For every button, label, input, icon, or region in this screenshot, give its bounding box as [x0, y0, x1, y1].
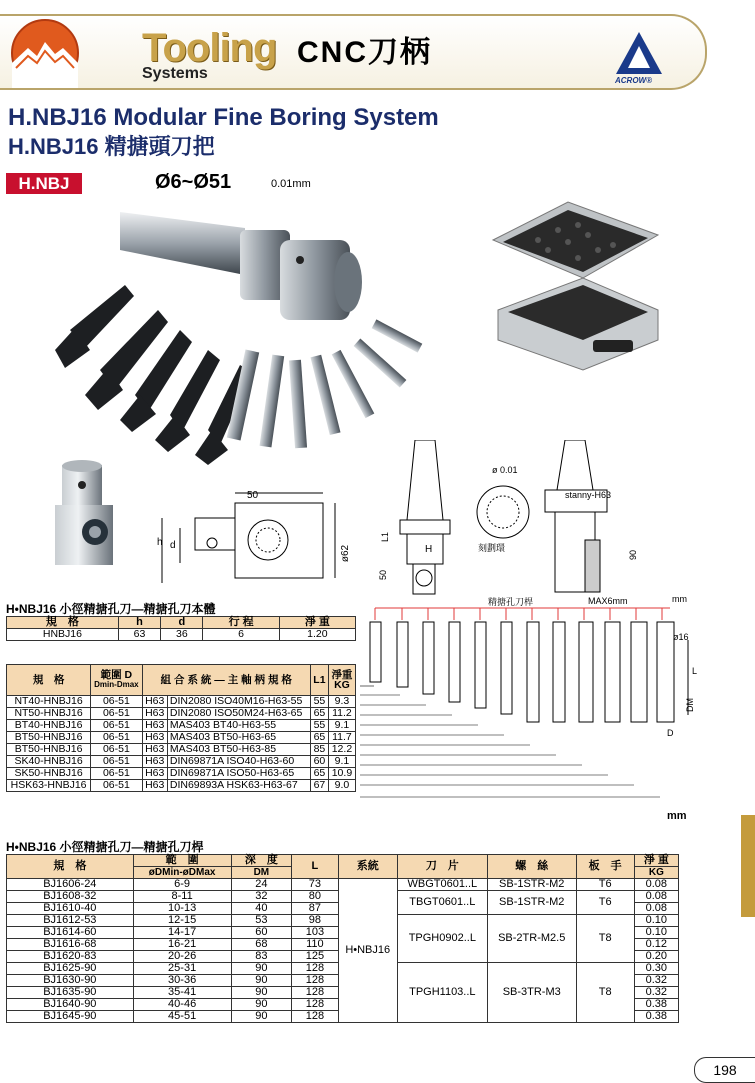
cell: 0.08 [634, 903, 678, 915]
cell: BJ1612-53 [7, 915, 134, 927]
cell: 0.30 [634, 963, 678, 975]
group-screw-cell: SB-3TR-M3 [487, 963, 576, 1023]
stanny-label: stanny-H63 [565, 490, 612, 500]
cell: 06-51 [91, 720, 142, 732]
side-tab [741, 815, 755, 917]
cell: MAS403 BT50-H63-85 [167, 744, 310, 756]
cell: 128 [292, 963, 338, 975]
group-wrench-cell: T6 [576, 891, 634, 915]
cell: BJ1640-90 [7, 999, 134, 1011]
header-cell: 板 手 [576, 855, 634, 879]
cell: 67 [310, 780, 328, 792]
dim-90: 90 [628, 549, 639, 561]
cell: 98 [292, 915, 338, 927]
header-cell: 範 圍 [133, 855, 231, 867]
tool-case-photo [488, 200, 668, 375]
table-row [7, 744, 356, 756]
series-tag: H.NBJ [6, 173, 82, 194]
cell: 128 [292, 999, 338, 1011]
acrow-logo [614, 30, 664, 76]
table-header-row [7, 665, 356, 696]
cell: 20-26 [133, 951, 231, 963]
assembly-drawing [385, 440, 645, 600]
cell: 32 [231, 891, 292, 903]
cell: 06-51 [91, 732, 142, 744]
cell: 9.1 [328, 756, 355, 768]
group-screw-cell: SB-1STR-M2 [487, 879, 576, 891]
table-header-row [7, 855, 679, 867]
shank-combination-table [6, 664, 356, 792]
cell: 9.0 [328, 780, 355, 792]
cell: BJ1625-90 [7, 963, 134, 975]
max6-label: MAX6mm [588, 596, 628, 606]
cell: 6 [203, 629, 279, 641]
cell: 8-11 [133, 891, 231, 903]
group-wrench-cell: T8 [576, 963, 634, 1023]
group-wrench-cell: T6 [576, 879, 634, 891]
cell: 6-9 [133, 879, 231, 891]
header-cell: 刀 片 [397, 855, 487, 879]
cell: 60 [310, 756, 328, 768]
cell: 90 [231, 987, 292, 999]
cell: NT40-HNBJ16 [7, 696, 91, 708]
cell: 10-13 [133, 903, 231, 915]
header-cell: h [118, 617, 160, 629]
table-row [7, 768, 356, 780]
cell: 06-51 [91, 708, 142, 720]
table-row [7, 696, 356, 708]
cell: 40 [231, 903, 292, 915]
cell: BJ1610-40 [7, 903, 134, 915]
cell: 128 [292, 987, 338, 999]
header-cell: 淨 重 [279, 617, 355, 629]
header-cell: d [161, 617, 203, 629]
cell: 85 [310, 744, 328, 756]
cell: H63 [142, 720, 167, 732]
table-row [7, 708, 356, 720]
boring-bars-photo [30, 200, 450, 470]
dim-D: D [667, 728, 674, 738]
cell: H63 [142, 732, 167, 744]
cell: 12-15 [133, 915, 231, 927]
table3-title: H•NBJ16 小徑精搪孔刀—精搪孔刀桿 [6, 840, 204, 854]
cell: 63 [118, 629, 160, 641]
acrow-text: ACROW® [615, 76, 652, 85]
cell: 125 [292, 951, 338, 963]
cell: 9.3 [328, 696, 355, 708]
cell: H63 [142, 768, 167, 780]
cell: 110 [292, 939, 338, 951]
header-cell: 規 格 [7, 855, 134, 879]
title-english: H.NBJ16 Modular Fine Boring System [8, 104, 439, 131]
cell: 90 [231, 999, 292, 1011]
cell: BJ1620-83 [7, 951, 134, 963]
table-row [7, 780, 356, 792]
header-cell [91, 665, 142, 696]
cell: 45-51 [133, 1011, 231, 1023]
cell: DIN69871A ISO50-H63-65 [167, 768, 310, 780]
cell: 30-36 [133, 975, 231, 987]
cell: BJ1645-90 [7, 1011, 134, 1023]
header-line: 範圍 D [100, 669, 133, 681]
cell: 0.38 [634, 1011, 678, 1023]
rod-label: 精搪孔刀桿 [488, 597, 534, 607]
header-cell: 系統 [338, 855, 397, 879]
group-wrench-cell: T8 [576, 915, 634, 963]
cell: 0.08 [634, 891, 678, 903]
cell: 103 [292, 927, 338, 939]
cell: 128 [292, 975, 338, 987]
cell: SK40-HNBJ16 [7, 756, 91, 768]
group-insert-cell: TPGH0902..L [397, 915, 487, 963]
cell: 24 [231, 879, 292, 891]
cell: BT40-HNBJ16 [7, 720, 91, 732]
cell: 06-51 [91, 696, 142, 708]
cell: 83 [231, 951, 292, 963]
cell: BJ1606-24 [7, 879, 134, 891]
cell: BT50-HNBJ16 [7, 744, 91, 756]
cell: HSK63-HNBJ16 [7, 780, 91, 792]
title-chinese: H.NBJ16 精搪頭刀把 [8, 134, 215, 159]
product-title: CNC刀柄 [297, 36, 432, 69]
diameter-range: Ø6~Ø51 [155, 171, 232, 193]
table-row [7, 756, 356, 768]
unit-mm-1: mm [672, 594, 687, 604]
cell: 9.1 [328, 720, 355, 732]
header-cell: 規 格 [7, 665, 91, 696]
cell: 65 [310, 708, 328, 720]
cell: H63 [142, 780, 167, 792]
dim-d: d [170, 540, 176, 551]
cell: H63 [142, 756, 167, 768]
cell: 0.32 [634, 987, 678, 999]
dim-L1: L1 [380, 531, 391, 543]
body-dimension-drawing [150, 488, 380, 588]
cell: H63 [142, 696, 167, 708]
cell: 65 [310, 732, 328, 744]
dim-L: L [692, 666, 698, 676]
cell: 11.2 [328, 708, 355, 720]
boring-rod-table [6, 854, 679, 1023]
group-screw-cell: SB-1STR-M2 [487, 891, 576, 915]
header-cell: KG [634, 867, 678, 879]
page-number: 198 [694, 1057, 755, 1083]
cell: 0.20 [634, 951, 678, 963]
cell: MAS403 BT50-H63-65 [167, 732, 310, 744]
dim-62: ø62 [340, 544, 352, 563]
cell: 90 [231, 963, 292, 975]
cell: BJ1608-32 [7, 891, 134, 903]
phi16-label: ø16 [673, 632, 689, 642]
cell: BJ1630-90 [7, 975, 134, 987]
runout-label: ø 0.01 [492, 465, 518, 475]
cell: 06-51 [91, 756, 142, 768]
cell: BJ1614-60 [7, 927, 134, 939]
brand-main: Tooling [142, 26, 277, 70]
header-line: 淨重 [331, 669, 353, 681]
header-cell: 規 格 [7, 617, 119, 629]
cell: SK50-HNBJ16 [7, 768, 91, 780]
table-header-row [7, 617, 356, 629]
cell: 0.12 [634, 939, 678, 951]
table-body [7, 879, 679, 1023]
table-row [7, 879, 679, 891]
cell: H63 [142, 744, 167, 756]
cell: 10.9 [328, 768, 355, 780]
group-screw-cell: SB-2TR-M2.5 [487, 915, 576, 963]
cell: 80 [292, 891, 338, 903]
cell: H63 [142, 708, 167, 720]
cell: 35-41 [133, 987, 231, 999]
cell: 55 [310, 696, 328, 708]
cell: 73 [292, 879, 338, 891]
header-line: KG [334, 679, 350, 691]
cell: 0.10 [634, 927, 678, 939]
body-spec-table [6, 616, 356, 641]
header-cell: L [292, 855, 338, 879]
cell: 36 [161, 629, 203, 641]
cell: DIN2080 ISO50M24-H63-65 [167, 708, 310, 720]
table-row [7, 720, 356, 732]
cell: 0.08 [634, 879, 678, 891]
header-cell: 行 程 [203, 617, 279, 629]
header-cell: 組 合 系 統 — 主 軸 柄 規 格 [142, 665, 310, 696]
cell: 68 [231, 939, 292, 951]
cell: 55 [310, 720, 328, 732]
cell: 90 [231, 975, 292, 987]
cell: 60 [231, 927, 292, 939]
header-cell: 螺 絲 [487, 855, 576, 879]
group-insert-cell: WBGT0601..L [397, 879, 487, 891]
cell: 11.7 [328, 732, 355, 744]
cell: 0.32 [634, 975, 678, 987]
cell: 87 [292, 903, 338, 915]
brand-sub: Systems [142, 65, 208, 82]
cell: DIN69893A HSK63-H63-67 [167, 780, 310, 792]
header-line: Dmin-Dmax [94, 680, 139, 689]
cell: 14-17 [133, 927, 231, 939]
brand-mountain-logo [10, 18, 80, 88]
cell: 0.38 [634, 999, 678, 1011]
dim-DM: DM [685, 698, 695, 712]
header-cell: DM [231, 867, 292, 879]
header-cell [328, 665, 355, 696]
cell: DIN69871A ISO40-H63-60 [167, 756, 310, 768]
cell: 53 [231, 915, 292, 927]
precision: 0.01mm [271, 178, 311, 190]
cell: 16-21 [133, 939, 231, 951]
cell: 06-51 [91, 768, 142, 780]
cell: BJ1635-90 [7, 987, 134, 999]
boring-rod-drawings [360, 600, 700, 810]
dim-H: H [425, 544, 433, 555]
dim-50b: 50 [378, 569, 389, 581]
scale-ring-label: 刻劃環 [478, 543, 506, 553]
table-row [7, 732, 356, 744]
table-row [7, 629, 356, 641]
cell: 0.10 [634, 915, 678, 927]
dim-h: h [157, 537, 163, 548]
system-cell: H•NBJ16 [338, 879, 397, 1023]
cell: 06-51 [91, 744, 142, 756]
unit-mm-2: mm [667, 810, 687, 822]
cell: MAS403 BT40-H63-55 [167, 720, 310, 732]
cell: 65 [310, 768, 328, 780]
group-insert-cell: TPGH1103..L [397, 963, 487, 1023]
cell: 06-51 [91, 780, 142, 792]
header-cell: L1 [310, 665, 328, 696]
table-body [7, 696, 356, 792]
boring-head-photo [40, 460, 135, 575]
cell: 25-31 [133, 963, 231, 975]
cell: 1.20 [279, 629, 355, 641]
header-cell: 深 度 [231, 855, 292, 867]
cell: BJ1616-68 [7, 939, 134, 951]
dim-50: 50 [247, 490, 259, 501]
cell: 12.2 [328, 744, 355, 756]
cell: HNBJ16 [7, 629, 119, 641]
cell: 40-46 [133, 999, 231, 1011]
cell: NT50-HNBJ16 [7, 708, 91, 720]
cell: 128 [292, 1011, 338, 1023]
cell: BT50-HNBJ16 [7, 732, 91, 744]
cell: 90 [231, 1011, 292, 1023]
cell: DIN2080 ISO40M16-H63-55 [167, 696, 310, 708]
table1-title: H•NBJ16 小徑精搪孔刀—精搪孔刀本體 [6, 602, 216, 616]
header-cell: øDMin-øDMax [133, 867, 231, 879]
header-cell: 淨 重 [634, 855, 678, 867]
group-insert-cell: TBGT0601..L [397, 891, 487, 915]
